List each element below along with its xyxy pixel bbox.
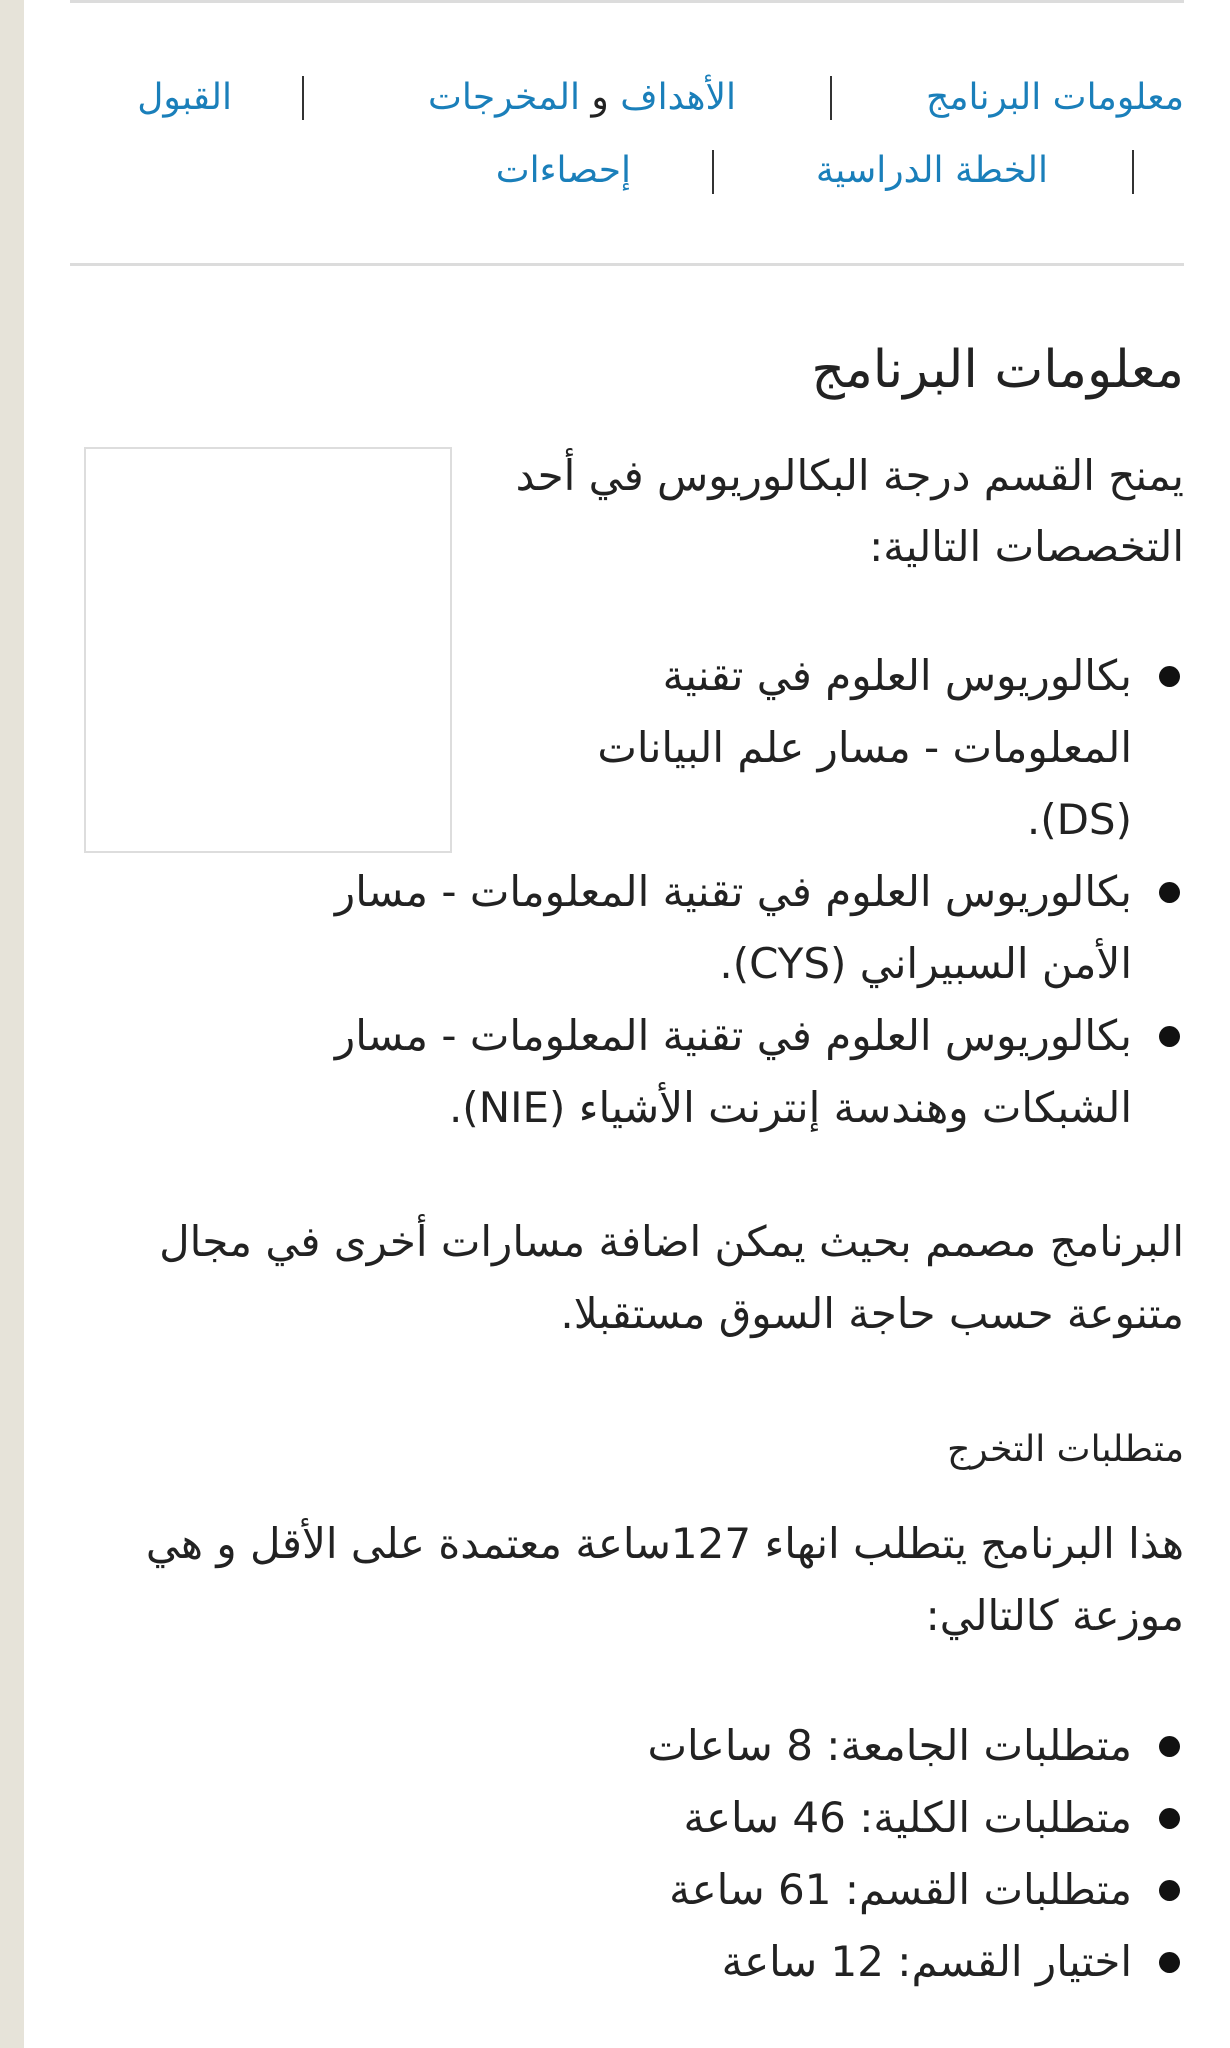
requirement-text: متطلبات القسم: 61 ساعة — [669, 1865, 1132, 1914]
tab-study-plan-link[interactable]: الخطة الدراسية — [815, 150, 1048, 191]
tab-program-info-link[interactable]: معلومات البرنامج — [926, 77, 1184, 118]
list-item — [572, 1926, 1184, 1998]
tab-conjunction: و — [591, 77, 609, 118]
tab-program-info[interactable] — [926, 68, 1184, 128]
requirement-text: اختيار القسم: 12 ساعة — [721, 1937, 1132, 1986]
bullet-icon — [1159, 882, 1180, 903]
tab-goals-outcomes — [428, 68, 736, 128]
design-note: البرنامج مصمم بحيث يمكن اضافة مسارات أخرى في مجال متنوعة حسب حاجة السوق مستقبلا. — [159, 1217, 1184, 1338]
bullet-icon — [1159, 1952, 1180, 1973]
top-divider — [70, 0, 1184, 3]
tab-study-plan[interactable] — [816, 141, 1048, 201]
bullet-icon — [1159, 1026, 1180, 1047]
tab-statistics-link[interactable]: إحصاءات — [495, 150, 631, 191]
left-gutter — [0, 0, 24, 2048]
list-item — [172, 1000, 1184, 1144]
tab-goals-link[interactable]: الأهداف — [620, 77, 736, 118]
tab-admission[interactable] — [137, 68, 232, 128]
list-item — [572, 1710, 1184, 1782]
intro-text: يمنح القسم درجة البكالوريوس في أحد التخصصات التالية: — [515, 451, 1184, 571]
list-item — [572, 1782, 1184, 1854]
graduation-heading: متطلبات التخرج — [947, 1429, 1184, 1470]
tab-separator — [302, 76, 304, 120]
bullet-icon — [1159, 1808, 1180, 1829]
tracks-list — [172, 640, 1184, 1144]
tab-admission-link[interactable]: القبول — [137, 77, 232, 118]
page-title: معلومات البرنامج — [811, 340, 1184, 400]
track-text: بكالوريوس العلوم في تقنية المعلومات - مسار الشبكات وهندسة إنترنت الأشياء (NIE). — [334, 1011, 1132, 1132]
list-item — [572, 1854, 1184, 1926]
program-content — [70, 0, 1184, 2048]
requirements-list — [572, 1710, 1184, 1998]
tab-separator — [712, 150, 714, 194]
requirement-text: متطلبات الجامعة: 8 ساعات — [647, 1721, 1132, 1770]
list-item — [272, 856, 1184, 1000]
requirement-text: متطلبات الكلية: 46 ساعة — [683, 1793, 1132, 1842]
tab-statistics[interactable] — [496, 141, 631, 201]
list-item — [522, 640, 1184, 856]
track-text: بكالوريوس العلوم في تقنية المعلومات - مسار الأمن السبيراني (CYS). — [334, 867, 1132, 988]
tab-outcomes-link[interactable]: المخرجات — [427, 77, 580, 118]
tabs-bottom-divider — [70, 263, 1184, 266]
bullet-icon — [1159, 1880, 1180, 1901]
track-text: بكالوريوس العلوم في تقنية المعلومات - مسار علم البيانات (DS). — [597, 651, 1132, 844]
bullet-icon — [1159, 1736, 1180, 1757]
tab-separator — [1132, 150, 1134, 194]
program-tabs — [70, 68, 1184, 208]
bullet-icon — [1159, 666, 1180, 687]
graduation-text: هذا البرنامج يتطلب انهاء 127ساعة معتمدة على الأقل و هي موزعة كالتالي: — [145, 1519, 1184, 1640]
tab-separator — [830, 76, 832, 120]
